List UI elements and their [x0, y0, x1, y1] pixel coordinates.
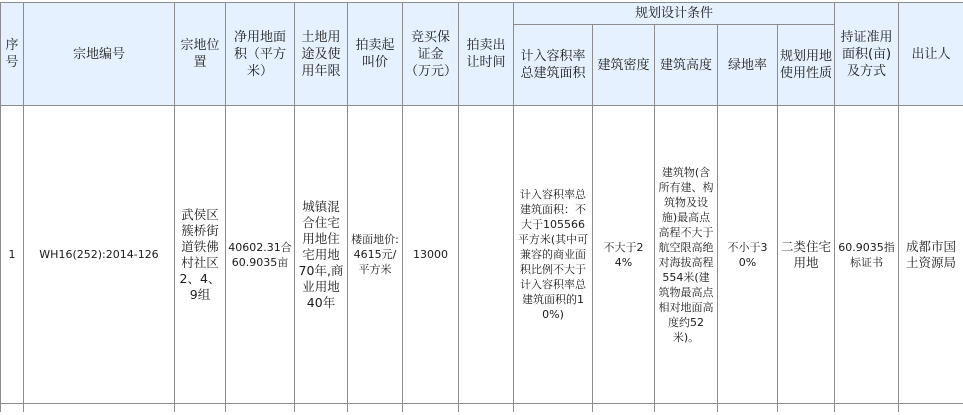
stub-cell	[403, 404, 459, 412]
header-row-group	[1, 3, 963, 25]
header-net-area: 净用地面积（平方米）	[226, 3, 295, 106]
cell-height: 建筑物(含所有建、构筑物及设施)最高点高程不大于航空限高绝对海拔高程554米(建筑物最高点相对地面高度约52米)。	[655, 106, 718, 404]
stub-cell	[1, 404, 24, 412]
header-seq: 序号	[1, 3, 24, 106]
stub-cell	[655, 404, 718, 412]
header-green: 绿地率	[718, 25, 778, 106]
header-parcel-id: 宗地编号	[24, 3, 175, 106]
land-auction-table	[0, 2, 963, 412]
cell-use-term: 城镇混合住宅用地住宅用地 70年,商业用地 40年	[295, 106, 348, 404]
cell-auction-time	[459, 106, 514, 404]
stub-cell	[718, 404, 778, 412]
header-use-term: 土地用途及使用年限	[295, 3, 348, 106]
cell-net-area: 40602.31合60.9035亩	[226, 106, 295, 404]
stub-cell	[593, 404, 655, 412]
cell-parcel-id: WH16(252):2014-126	[24, 106, 175, 404]
stub-cell	[24, 404, 175, 412]
cell-land-nature: 二类住宅用地	[778, 106, 835, 404]
stub-cell	[295, 404, 348, 412]
header-density: 建筑密度	[593, 25, 655, 106]
stub-cell	[175, 404, 226, 412]
stub-cell	[899, 404, 963, 412]
header-deposit: 竞买保证金（万元）	[403, 3, 459, 106]
cell-deposit: 13000	[403, 106, 459, 404]
stub-cell	[226, 404, 295, 412]
cell-green: 不小于30%	[718, 106, 778, 404]
stub-cell	[348, 404, 403, 412]
cell-seq: 1	[1, 106, 24, 404]
header-height: 建筑高度	[655, 25, 718, 106]
cell-grantor: 成都市国土资源局	[899, 106, 963, 404]
header-auction-time: 拍卖出让时间	[459, 3, 514, 106]
cell-density: 不大于24%	[593, 106, 655, 404]
cell-cert: 60.9035指标证书	[835, 106, 899, 404]
cell-far: 计入容积率总建筑面积：不大于105566平方米(其中可兼容的商业面积比例不大于计入容积率总建筑面积的10%)	[514, 106, 593, 404]
header-cert: 持证准用面积(亩)及方式	[835, 3, 899, 106]
cell-location: 武侯区簇桥街道铁佛村社区2、4、9组	[175, 106, 226, 404]
header-far: 计入容积率总建筑面积	[514, 25, 593, 106]
stub-cell	[778, 404, 835, 412]
header-planning-conditions: 规划设计条件	[514, 3, 835, 25]
header-land-nature: 规划用地使用性质	[778, 25, 835, 106]
header-grantor: 出让人	[899, 3, 963, 106]
table-row-stub	[1, 404, 963, 412]
stub-cell	[835, 404, 899, 412]
header-location: 宗地位置	[175, 3, 226, 106]
table-row	[1, 106, 963, 404]
header-start-price: 拍卖起叫价	[348, 3, 403, 106]
stub-cell	[514, 404, 593, 412]
stub-cell	[459, 404, 514, 412]
cell-start-price: 楼面地价:4615元/平方米	[348, 106, 403, 404]
